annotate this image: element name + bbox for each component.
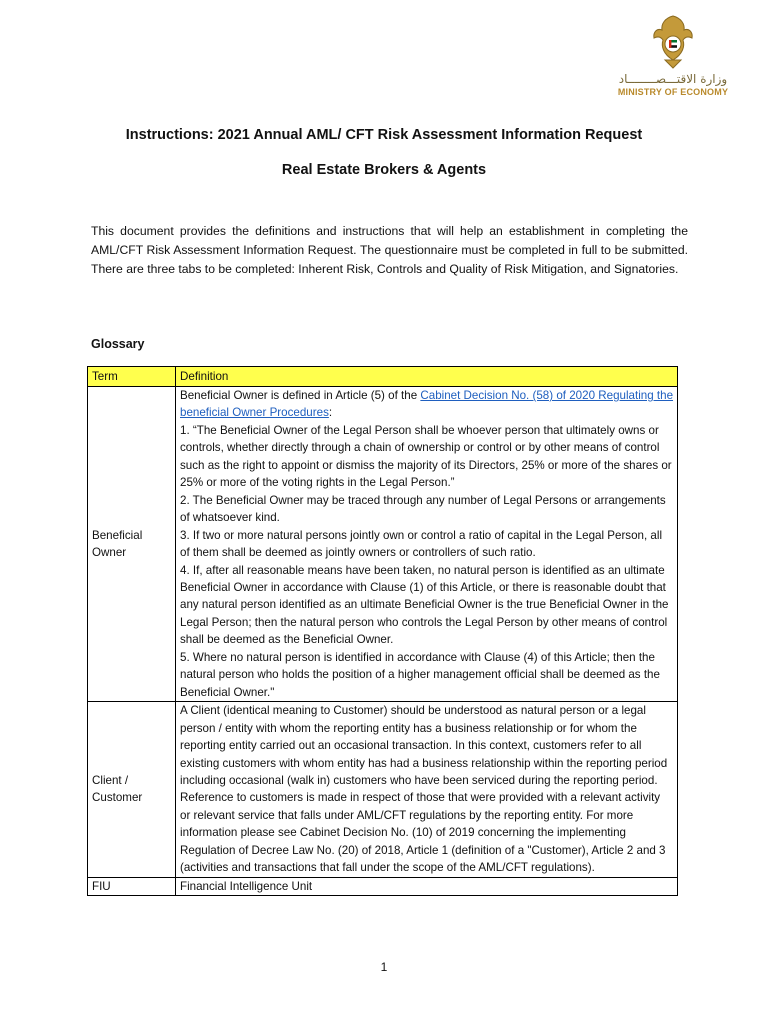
- definition-cell: Financial Intelligence Unit: [176, 877, 678, 895]
- ministry-logo: [608, 14, 738, 122]
- definition-item: 5. Where no natural person is identified in accordance with Clause (4) of this Article; then the natural person who holds the position of a higher management official shall be deemed as the Beneficial Owner.": [180, 650, 660, 699]
- term-cell: Beneficial Owner: [88, 387, 176, 702]
- definition-cell: A Client (identical meaning to Customer) should be understood as natural person or a legal person / entity with whom the reporting entity has a business relationship or for whom the reporting entity carried out an occasional transaction. In this context, customers refer to all existing customers with whom entity has had a business relationship within the reporting period including occasional (walk in) customers who have been serviced during the reporting period. Reference to customers is made in respect of those that were provided with a relevant activity or relevant service that falls under AML/CFT regulations by the reporting entity. For more information please see Cabinet Decision No. (10) of 2019 concerning the implementing Regulation of Decree Law No. (20) of 2018, Article 1 (definition of a "Customer), Article 2 and 3 (activities and transactions that fall under the scope of the AML/CFT regulations).: [176, 702, 678, 878]
- glossary-table: [87, 366, 678, 896]
- page-number: 1: [380, 960, 388, 974]
- table-header-row: [88, 367, 678, 387]
- glossary-heading: Glossary: [91, 337, 145, 351]
- definition-intro-text: Beneficial Owner is defined in Article (5) of the: [180, 389, 421, 402]
- column-header-term: Term: [88, 367, 176, 387]
- falcon-emblem-icon: [651, 14, 695, 70]
- definition-item: 4. If, after all reasonable means have been taken, no natural person is identified as an ultimate Beneficial Owner in accordance with Clause (1) of this Article, or there is reasonable doubt that any natural person identified as an ultimate Beneficial Owner is the true Beneficial Owner in the Legal Person; then the natural person who controls the Legal Person by other means of control shall be deemed as the Beneficial Owner.: [180, 563, 669, 647]
- definition-cell: [176, 387, 678, 702]
- cabinet-decision-link[interactable]: Cabinet Decision No. (58) of 2020 Regulating the beneficial Owner Procedures: [180, 389, 674, 420]
- document-subtitle: Real Estate Brokers & Agents: [281, 162, 487, 178]
- definition-item: 1. “The Beneficial Owner of the Legal Person shall be whoever person that ultimately owns or controls, whether directly through a chain of ownership or control or by other means of control such as the right to appoint or dismiss the majority of its Directors, 25% or more of the shares or 25% or more of the voting rights in the Legal Person.”: [180, 423, 672, 490]
- column-header-definition: Definition: [176, 367, 678, 387]
- definition-intro-colon: :: [328, 406, 333, 420]
- term-cell: FIU: [88, 877, 176, 895]
- document-title: Instructions: 2021 Annual AML/ CFT Risk Assessment Information Request: [125, 127, 643, 143]
- logo-english-text: MINISTRY OF ECONOMY: [617, 87, 729, 97]
- logo-arabic-text: وزارة الاقتـــصــــــــاد: [618, 72, 728, 86]
- table-row: [88, 387, 678, 702]
- term-cell: Client / Customer: [88, 702, 176, 878]
- table-row: [88, 877, 678, 895]
- definition-intro: [180, 387, 673, 422]
- table-row: [88, 702, 678, 878]
- intro-paragraph: This document provides the definitions and instructions that will help an establishment in completing the AML/CFT Risk Assessment Information Request. The questionnaire must be completed in full to be submitted. There are three tabs to be completed: Inherent Risk, Controls and Quality of Risk Mitigation, and Signatories.: [91, 224, 688, 277]
- definition-item: 3. If two or more natural persons jointly own or control a ratio of capital in the Legal Person, all of them shall be deemed as jointly owners or controllers of such ratio.: [180, 528, 663, 560]
- definition-item: 2. The Beneficial Owner may be traced through any number of Legal Persons or arrangements of whatsoever kind.: [180, 493, 666, 525]
